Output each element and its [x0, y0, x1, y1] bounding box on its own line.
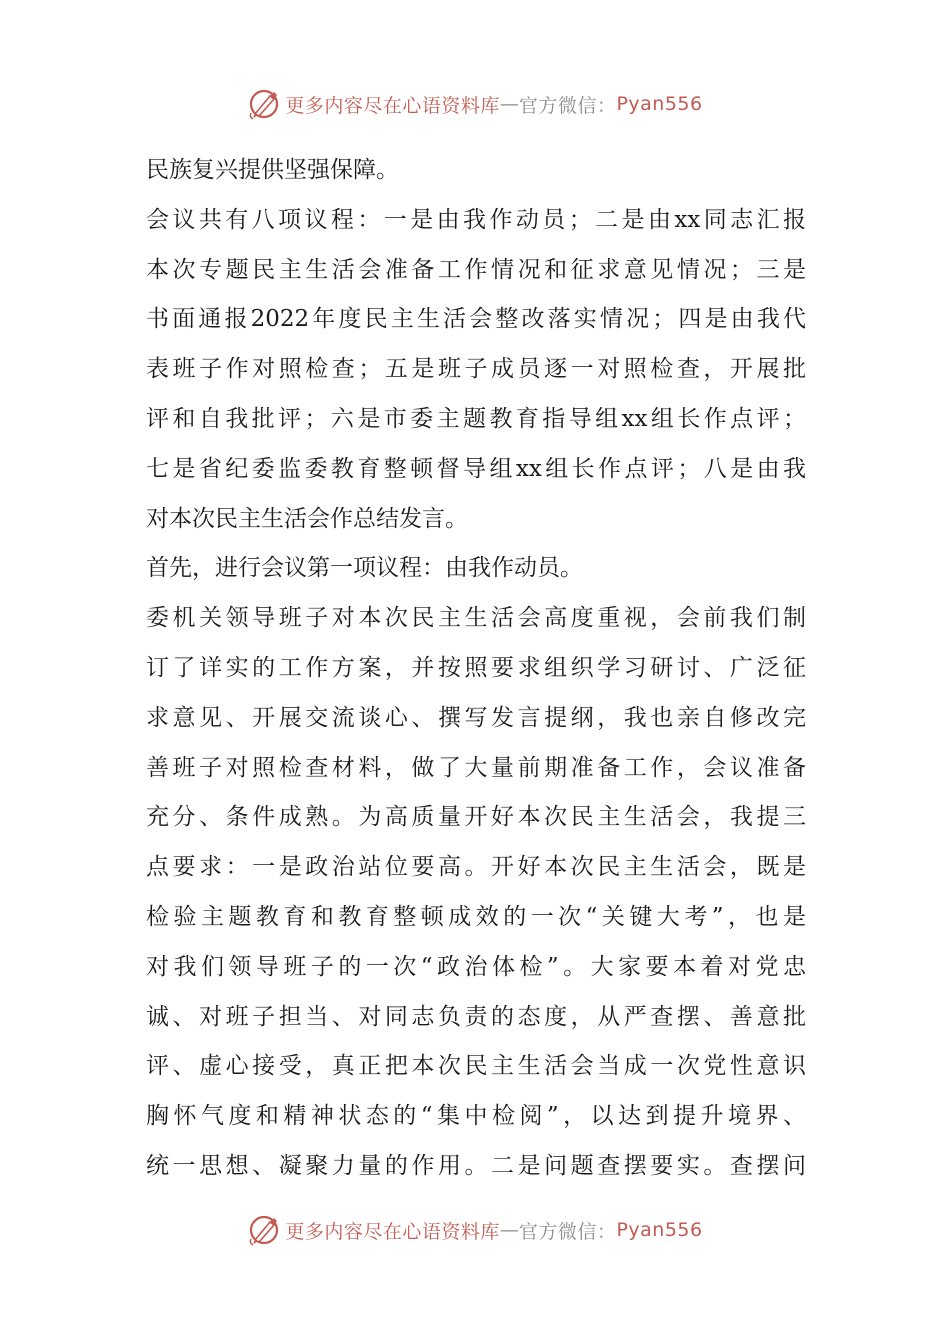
pen-logo-icon: [247, 87, 281, 121]
footer-watermark-banner: [0, 1210, 950, 1250]
text-line: 本次专题民主生活会准备工作情况和征求意见情况；三是: [146, 256, 806, 283]
text-line: 订了详实的工作方案，并按照要求组织学习研讨、广泛征: [146, 654, 806, 681]
text-line: 首先，进行会议第一项议程：由我作动员。: [146, 555, 583, 582]
text-line: 会议共有八项议程：一是由我作动员；二是由xx同志汇报: [146, 206, 806, 233]
text-line: 委机关领导班子对本次民主生活会高度重视，会前我们制: [146, 605, 806, 632]
header-wechat-label: 官方微信：: [518, 94, 617, 117]
text-line: 表班子作对照检查；五是班子成员逐一对照检查，开展批: [146, 356, 806, 383]
text-line: 对我们领导班子的一次“政治体检”。大家要本着对党忠: [146, 953, 806, 980]
text-line: 求意见、开展交流谈心、撰写发言提纲，我也亲自修改完: [146, 704, 806, 731]
document-body: [146, 146, 806, 1192]
pen-logo-icon: [247, 1213, 281, 1247]
text-line: 对本次民主生活会作总结发言。: [146, 505, 468, 532]
footer-dash: —: [499, 1219, 519, 1241]
text-line: 检验主题教育和教育整顿成效的一次“关键大考”，也是: [146, 903, 806, 930]
text-line: 点要求：一是政治站位要高。开好本次民主生活会，既是: [146, 854, 806, 881]
footer-brand-text: 更多内容尽在心语资料库: [285, 1220, 500, 1243]
text-line: 民族复兴提供坚强保障。: [146, 157, 399, 183]
header-watermark-banner: [0, 84, 950, 124]
text-line: 充分、条件成熟。为高质量开好本次民主生活会，我提三: [146, 804, 806, 831]
text-line: 诚、对班子担当、对同志负责的态度，从严查摆、善意批: [146, 1003, 806, 1030]
text-line: 胸怀气度和精神状态的“集中检阅”，以达到提升境界、: [146, 1103, 806, 1130]
text-line: 善班子对照检查材料，做了大量前期准备工作，会议准备: [146, 754, 806, 781]
header-dash: —: [499, 93, 519, 115]
text-line: 书面通报2022年度民主生活会整改落实情况；四是由我代: [146, 306, 806, 333]
text-line: 评、虚心接受，真正把本次民主生活会当成一次党性意识: [146, 1053, 806, 1080]
text-line: 评和自我批评；六是市委主题教育指导组xx组长作点评；: [146, 405, 806, 432]
header-wechat-id: Pyan556: [616, 93, 703, 115]
footer-wechat-id: Pyan556: [616, 1219, 703, 1241]
footer-wechat-label: 官方微信：: [518, 1220, 617, 1243]
text-line: 统一思想、凝聚力量的作用。二是问题查摆要实。查摆问: [146, 1152, 806, 1179]
header-brand-text: 更多内容尽在心语资料库: [285, 94, 500, 117]
text-line: 七是省纪委监委教育整顿督导组xx组长作点评；八是由我: [146, 455, 806, 482]
